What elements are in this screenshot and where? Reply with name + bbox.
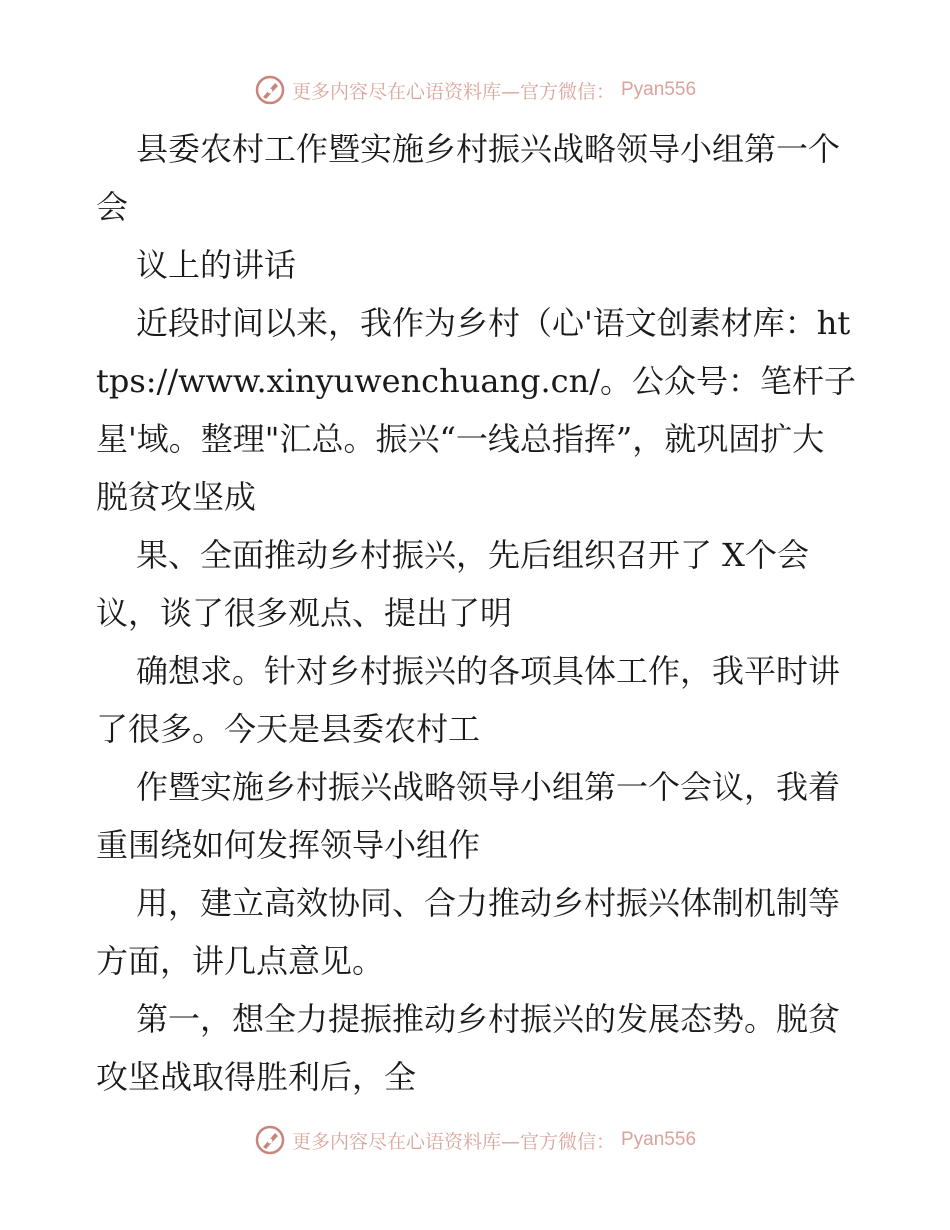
pen-seal-logo-icon (254, 74, 286, 106)
document-body (96, 120, 856, 1106)
watermark-text: 更多内容尽在心语资料库—官方微信： (291, 1130, 615, 1153)
paragraph: 第一，想全力提振推动乡村振兴的发展态势。脱贫攻坚战取得胜利后，全 (96, 1000, 841, 1096)
paragraph: 县委农村工作暨实施乡村振兴战略领导小组第一个会 (96, 130, 841, 226)
footer-watermark (0, 1120, 950, 1160)
watermark-wechat-id: Pyan556 (621, 79, 697, 100)
paragraph: 用，建立高效协同、合力推动乡村振兴体制机制等方面，讲几点意见。 (96, 884, 841, 980)
paragraph: 议上的讲话 (136, 246, 297, 284)
paragraph: 作暨实施乡村振兴战略领导小组第一个会议，我着重围绕如何发挥领导小组作 (96, 768, 841, 864)
watermark-wechat-id: Pyan556 (621, 1129, 697, 1150)
header-watermark (0, 70, 950, 110)
paragraph: 确想求。针对乡村振兴的各项具体工作，我平时讲了很多。今天是县委农村工 (96, 652, 841, 748)
paragraph: 果、全面推动乡村振兴，先后组织召开了 X个会议，谈了很多观点、提出了明 (96, 536, 809, 632)
pen-seal-logo-icon (254, 1124, 286, 1156)
watermark-text: 更多内容尽在心语资料库—官方微信： (291, 80, 615, 103)
paragraph: 近段时间以来，我作为乡村（心'语文创素材库：https://www.xinyuwenchuang.cn/。公众号：笔杆子星'域。整理"汇总。振兴“一线总指挥”，就巩固扩大脱贫攻坚成 (96, 304, 856, 516)
